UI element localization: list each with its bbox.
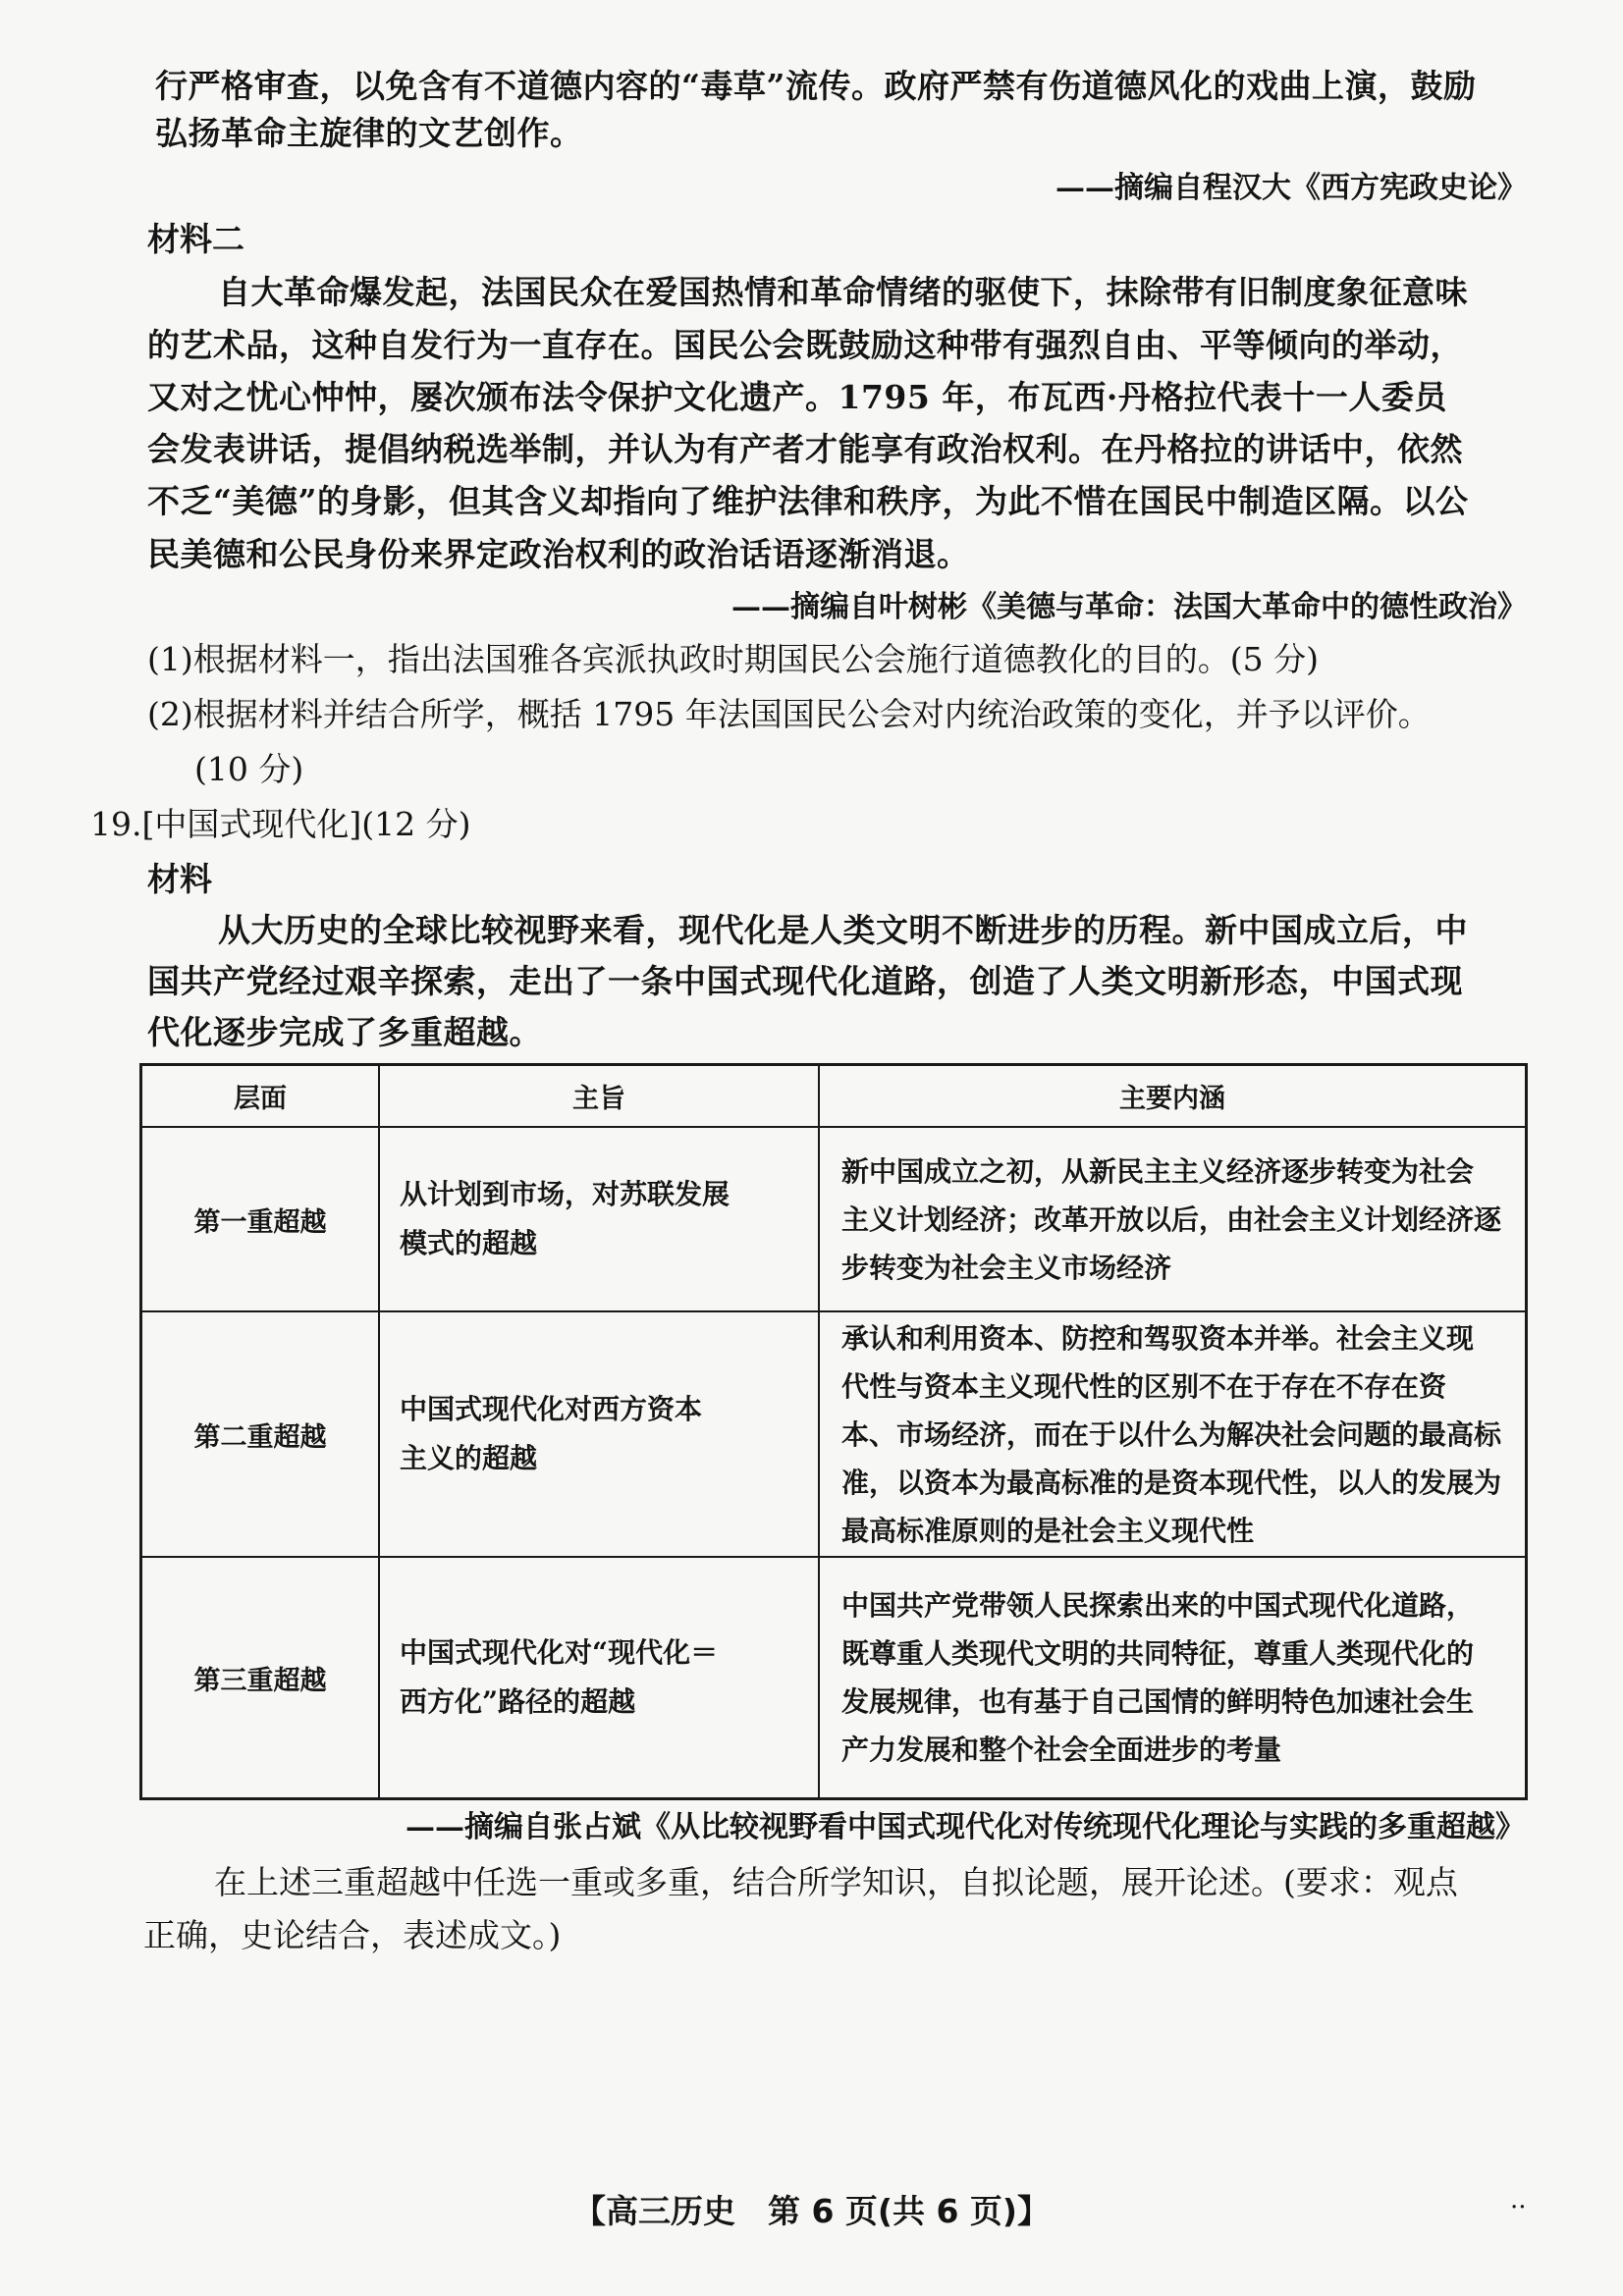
question-19-title: 19.[中国式现代化](12 分) [90, 805, 471, 843]
aim-line: 西方化”路径的超越 [400, 1685, 636, 1718]
source-citation: ——摘编自叶树彬《美德与革命：法国大革命中的德性政治》 [731, 590, 1527, 624]
paragraph-line: 会发表讲话，提倡纳税选举制，并认为有产者才能享有政治权利。在丹格拉的讲话中，依然 [147, 430, 1463, 468]
content-line: 代性与资本主义现代性的区别不在于存在不存在资 [841, 1369, 1447, 1403]
header-content: 主要内涵 [819, 1065, 1527, 1128]
paragraph-line: 代化逐步完成了多重超越。 [147, 1013, 542, 1051]
level-cell: 第一重超越 [141, 1127, 380, 1311]
aim-line: 中国式现代化对“现代化＝ [400, 1636, 719, 1669]
content-line: 最高标准原则的是社会主义现代性 [841, 1514, 1255, 1547]
content-cell [819, 1311, 1527, 1557]
source-citation: ——摘编自程汉大《西方宪政史论》 [1055, 171, 1527, 205]
page-footer: 【高三历史 第 6 页(共 6 页)】 [572, 2192, 1051, 2230]
table-row [141, 1557, 1527, 1799]
corner-mark: .. [1510, 2185, 1527, 2215]
paragraph-line: 的艺术品，这种自发行为一直存在。国民公会既鼓励这种带有强烈自由、平等倾向的举动， [147, 326, 1463, 364]
content-line: 准，以资本为最高标准的是资本现代性，以人的发展为 [841, 1466, 1502, 1499]
paragraph-line: 从大历史的全球比较视野来看，现代化是人类文明不断进步的历程。新中国成立后，中 [218, 911, 1468, 949]
aim-cell [379, 1311, 819, 1557]
content-line: 本、市场经济，而在于以什么为解决社会问题的最高标 [841, 1417, 1502, 1451]
content-line: 产力发展和整个社会全面进步的考量 [841, 1734, 1282, 1766]
content-cell [819, 1127, 1527, 1311]
task-line: 在上述三重超越中任选一重或多重，结合所学知识，自拟论题，展开论述。(要求：观点 [214, 1863, 1458, 1901]
material-heading: 材料二 [147, 220, 244, 258]
table-header-row [141, 1065, 1527, 1128]
content-line: 中国共产党带领人民探索出来的中国式现代化道路， [841, 1589, 1475, 1622]
content-line: 既尊重人类现代文明的共同特征，尊重人类现代化的 [841, 1637, 1475, 1670]
aim-line: 模式的超越 [400, 1227, 538, 1259]
aim-cell [379, 1127, 819, 1311]
paragraph-line: 国共产党经过艰辛探索，走出了一条中国式现代化道路，创造了人类文明新形态，中国式现 [147, 962, 1463, 1000]
content-line: 主义计划经济；改革开放以后，由社会主义计划经济逐 [841, 1202, 1502, 1236]
table-row [141, 1311, 1527, 1557]
aim-line: 从计划到市场，对苏联发展 [400, 1178, 730, 1210]
aim-cell [379, 1557, 819, 1799]
header-aim: 主旨 [379, 1065, 819, 1128]
paragraph-line: 自大革命爆发起，法国民众在爱国热情和革命情绪的驱使下，抹除带有旧制度象征意味 [218, 273, 1468, 311]
material-heading: 材料 [147, 860, 212, 898]
level-cell: 第三重超越 [141, 1557, 380, 1799]
paragraph-line: 行严格审查，以免含有不道德内容的“毒草”流传。政府严禁有伤道德风化的戏曲上演，鼓励 [155, 67, 1477, 105]
paragraph-line: 弘扬革命主旋律的文艺创作。 [155, 114, 583, 152]
aim-line: 主义的超越 [400, 1442, 538, 1474]
content-line: 步转变为社会主义市场经济 [841, 1251, 1172, 1284]
content-line: 新中国成立之初，从新民主主义经济逐步转变为社会 [841, 1154, 1475, 1188]
content-line: 承认和利用资本、防控和驾驭资本并举。社会主义现 [841, 1321, 1475, 1355]
header-level: 层面 [141, 1065, 380, 1128]
paragraph-line: 不乏“美德”的身影，但其含义却指向了维护法律和秩序，为此不惜在国民中制造区隔。以公 [147, 482, 1469, 520]
aim-line: 中国式现代化对西方资本 [400, 1393, 703, 1425]
paragraph-line: 民美德和公民身份来界定政治权利的政治话语逐渐消退。 [147, 535, 970, 573]
transcendence-table [139, 1063, 1528, 1800]
question-1: (1)根据材料一，指出法国雅各宾派执政时期国民公会施行道德教化的目的。(5 分) [147, 640, 1319, 678]
paragraph-line: 又对之忧心忡忡，屡次颁布法令保护文化遗产。1795 年，布瓦西·丹格拉代表十一人委员 [147, 378, 1447, 416]
task-line: 正确，史论结合，表述成文。) [143, 1916, 562, 1954]
content-cell [819, 1557, 1527, 1799]
question-2: (2)根据材料并结合所学，概括 1795 年法国国民公会对内统治政策的变化，并予以评价。 [147, 695, 1431, 733]
question-2-score: (10 分) [194, 750, 304, 788]
table-row [141, 1127, 1527, 1311]
source-citation: ——摘编自张占斌《从比较视野看中国式现代化对传统现代化理论与实践的多重超越》 [406, 1810, 1525, 1844]
content-line: 发展规律，也有基于自己国情的鲜明特色加速社会生 [841, 1685, 1475, 1718]
level-cell: 第二重超越 [141, 1311, 380, 1557]
